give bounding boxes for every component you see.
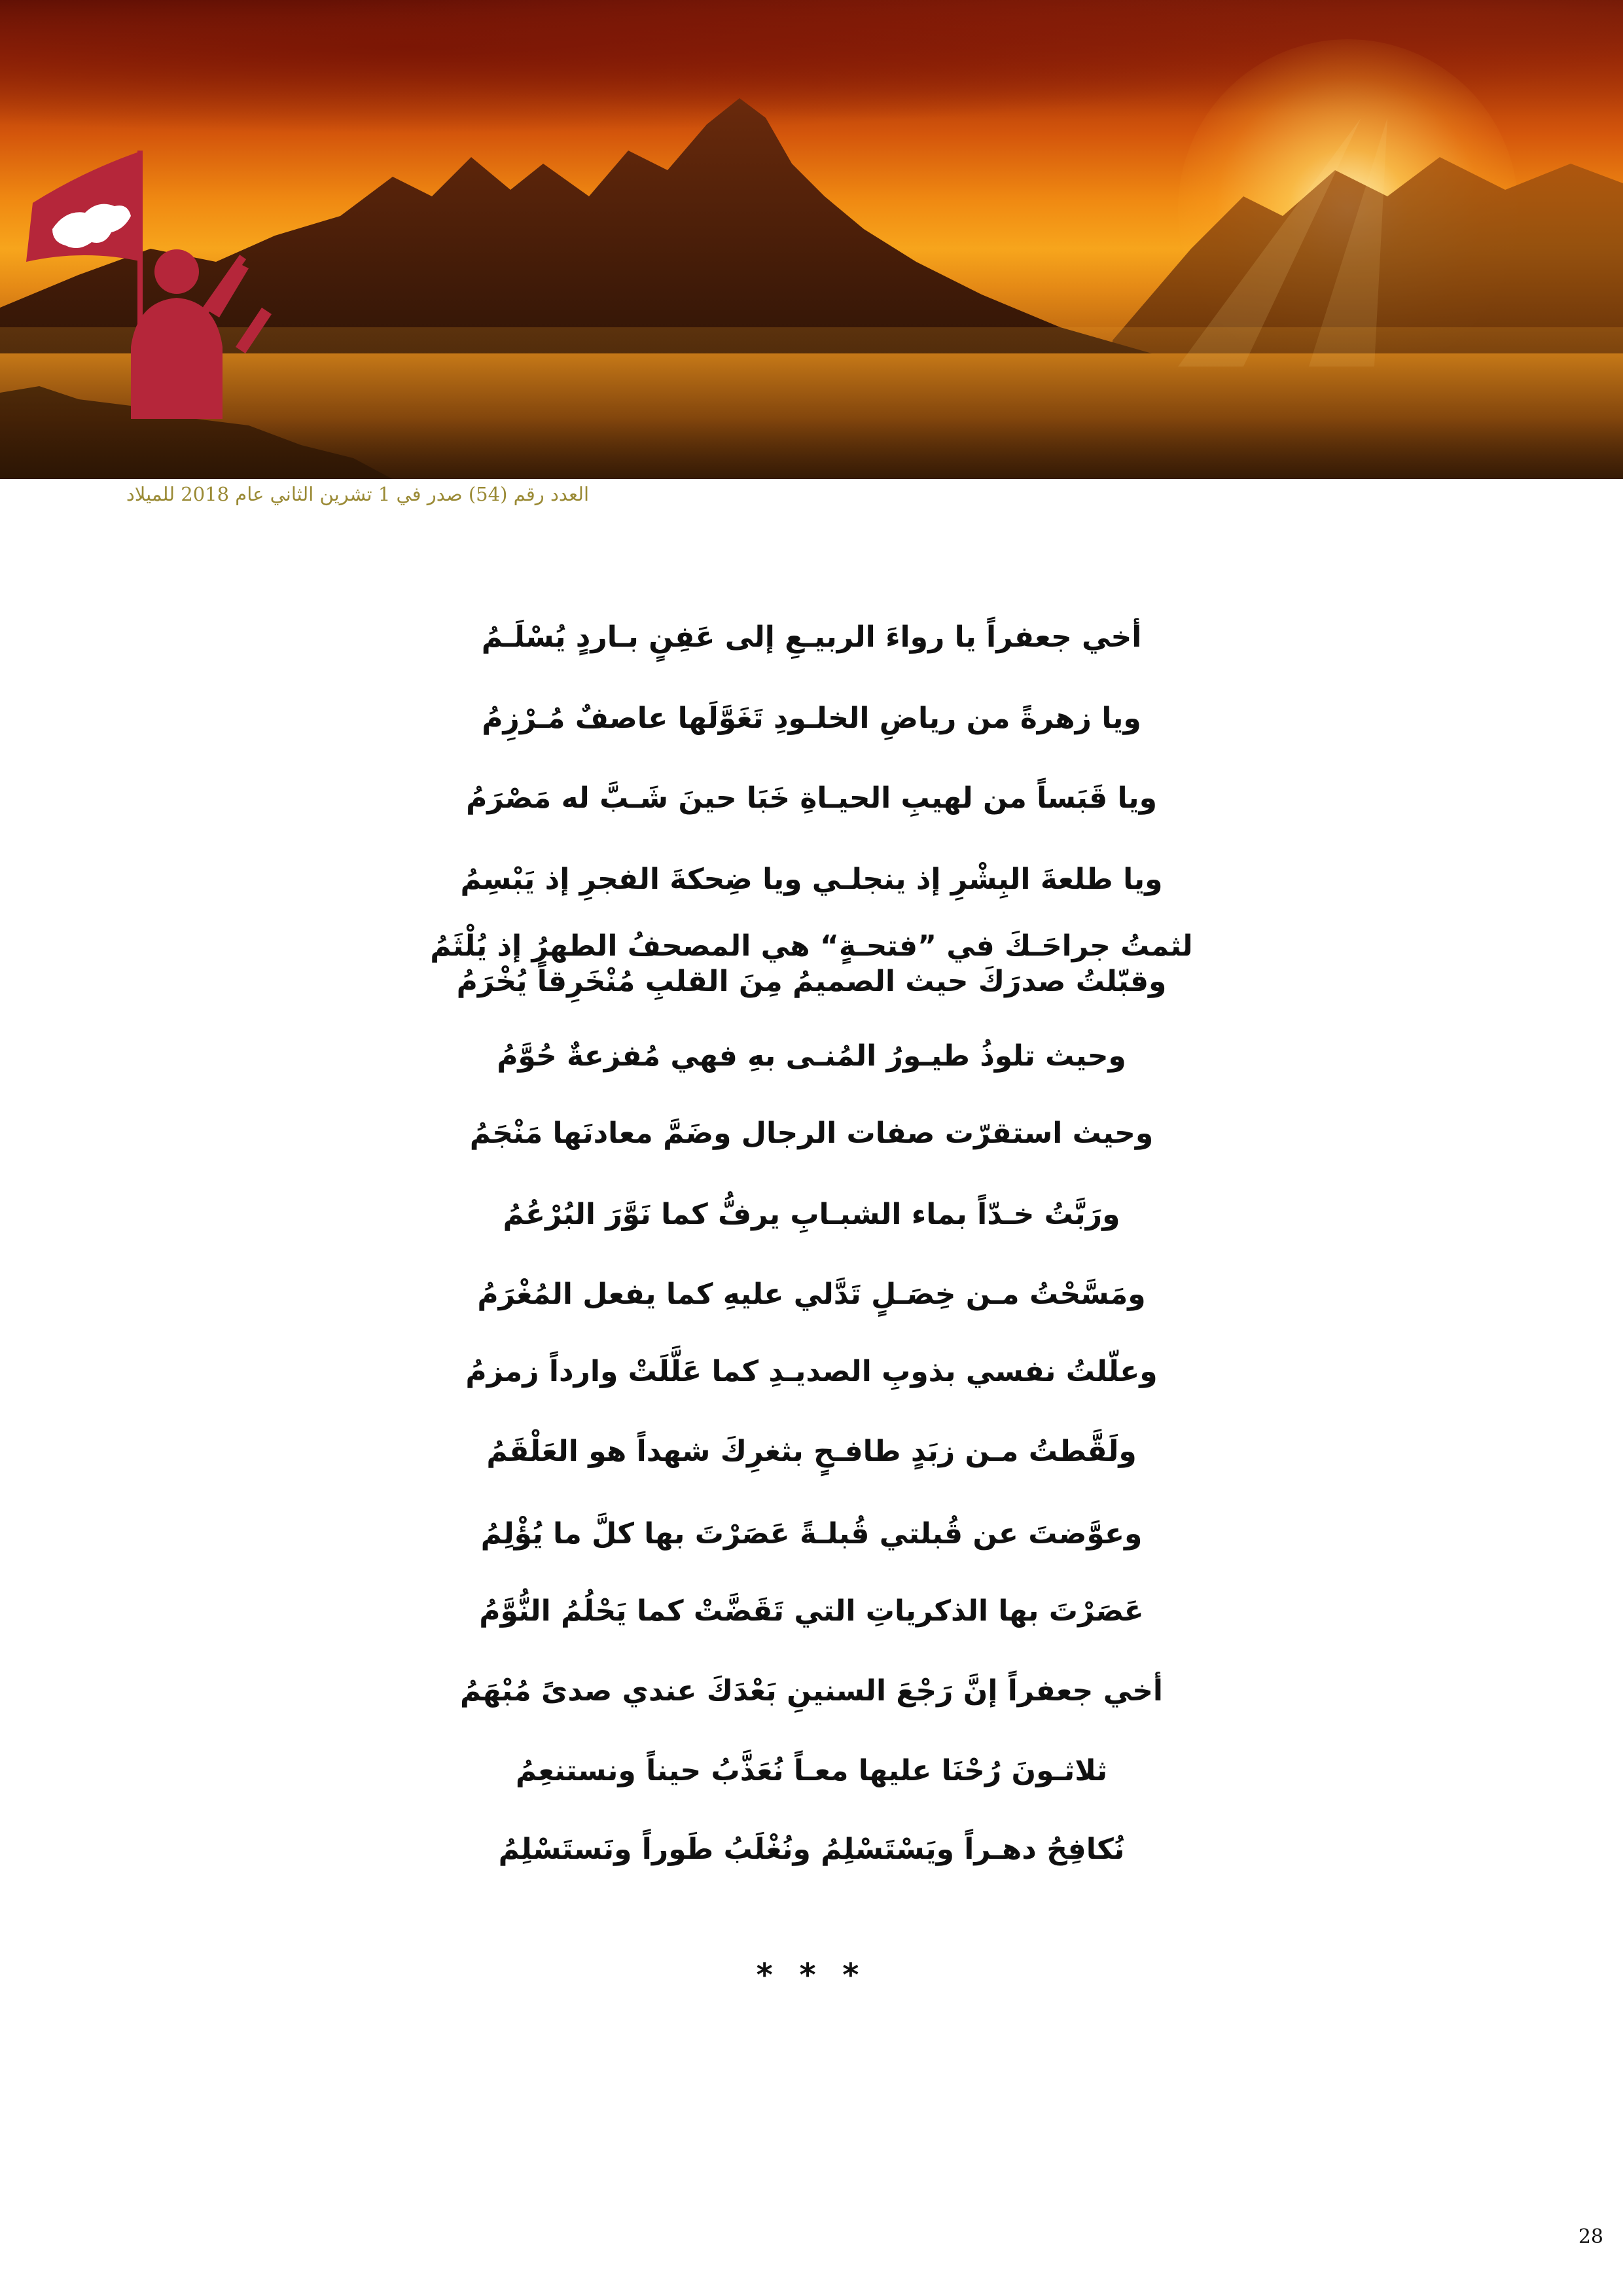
poem-line: ويا زهرةً من رياضِ الخلـودِ تَغَوَّلَها عاصفٌ مُـرْزِمُ [482, 702, 1141, 735]
logo [13, 131, 288, 419]
poem-line: ويا طلعةَ البِشْرِ إذ ينجلـي ويا ضِحكةَ الفجرِ إذ يَبْسِمُ [460, 863, 1163, 896]
poem-line: ولَقَّطتُ مـن زبَدٍ طافـحٍ بثغرِكَ شهداً هو العَلْقَمُ [486, 1435, 1137, 1468]
poem-line: وعوَّضتَ عن قُبلتي قُبلـةً عَصَرْتَ بها كلَّ ما يُؤْلِمُ [480, 1517, 1143, 1551]
poem-line: وعلّلتُ نفسي بذوبِ الصديـدِ كما عَلَّلَتْ وارداً زمزمُ [465, 1355, 1158, 1388]
poem-line: وحيث استقرّت صفات الرجال وضَمَّ معادنَها مَنْجَمُ [469, 1117, 1154, 1150]
poem-line: ثلاثـونَ رُحْنَا عليها معـاً نُعَذَّبُ حيناً ونستنعِمُ [515, 1754, 1108, 1787]
poem-line: ويا قَبَساً من لهيبِ الحيـاةِ خَبَا حينَ شَـبَّ له مَصْرَمُ [466, 781, 1157, 815]
page-number: 28 [1578, 2225, 1603, 2248]
poem-line: أخي جعفراً يا رواءَ الربيـعِ إلى عَفِنٍ بـاردٍ يُسْلَـمُ [481, 620, 1142, 654]
poem-line: وحيث تلوذُ طيـورُ المُنـى بهِ فهي مُفزعةٌ حُوَّمُ [497, 1039, 1126, 1073]
poem-line: وقبّلتُ صدرَكَ حيث الصميمُ مِنَ القلبِ مُنْخَرِقاً يُخْرَمُ [456, 965, 1167, 998]
issue-line: العدد رقم (54) صدر في 1 تشرين الثاني عام 2018 للميلاد [126, 483, 589, 505]
poem-line: أخي جعفراً إنَّ رَجْعَ السنينِ بَعْدَكَ عندي صدىً مُبْهَمُ [459, 1674, 1164, 1708]
section-separator: * * * [756, 1957, 867, 1994]
poem-line: ومَسَّحْتُ مـن خِصَـلٍ تَدَّلي عليهِ كما يفعل المُغْرَمُ [477, 1278, 1146, 1311]
header-banner [0, 0, 1623, 479]
logo-emblem-icon [13, 131, 288, 419]
poem-line: لثمتُ جراحَـكَ في ”فتحـةٍ“ هي المصحفُ الطهرُ إذ يُلْثَمُ [430, 929, 1193, 963]
poem-line: عَصَرْتَ بها الذكرياتِ التي تَقَضَّتْ كما يَحْلُمُ النُّوَّمُ [479, 1594, 1144, 1628]
poem-line: نُكافِحُ دهـراً ويَسْتَسْلِمُ ونُغْلَبُ طَوراً ونَستَسْلِمُ [498, 1833, 1125, 1866]
poem-line: ورَبَّتُ خـدّاً بماء الشبـابِ يرفُّ كما نَوَّرَ البُرْعُمُ [503, 1198, 1120, 1231]
